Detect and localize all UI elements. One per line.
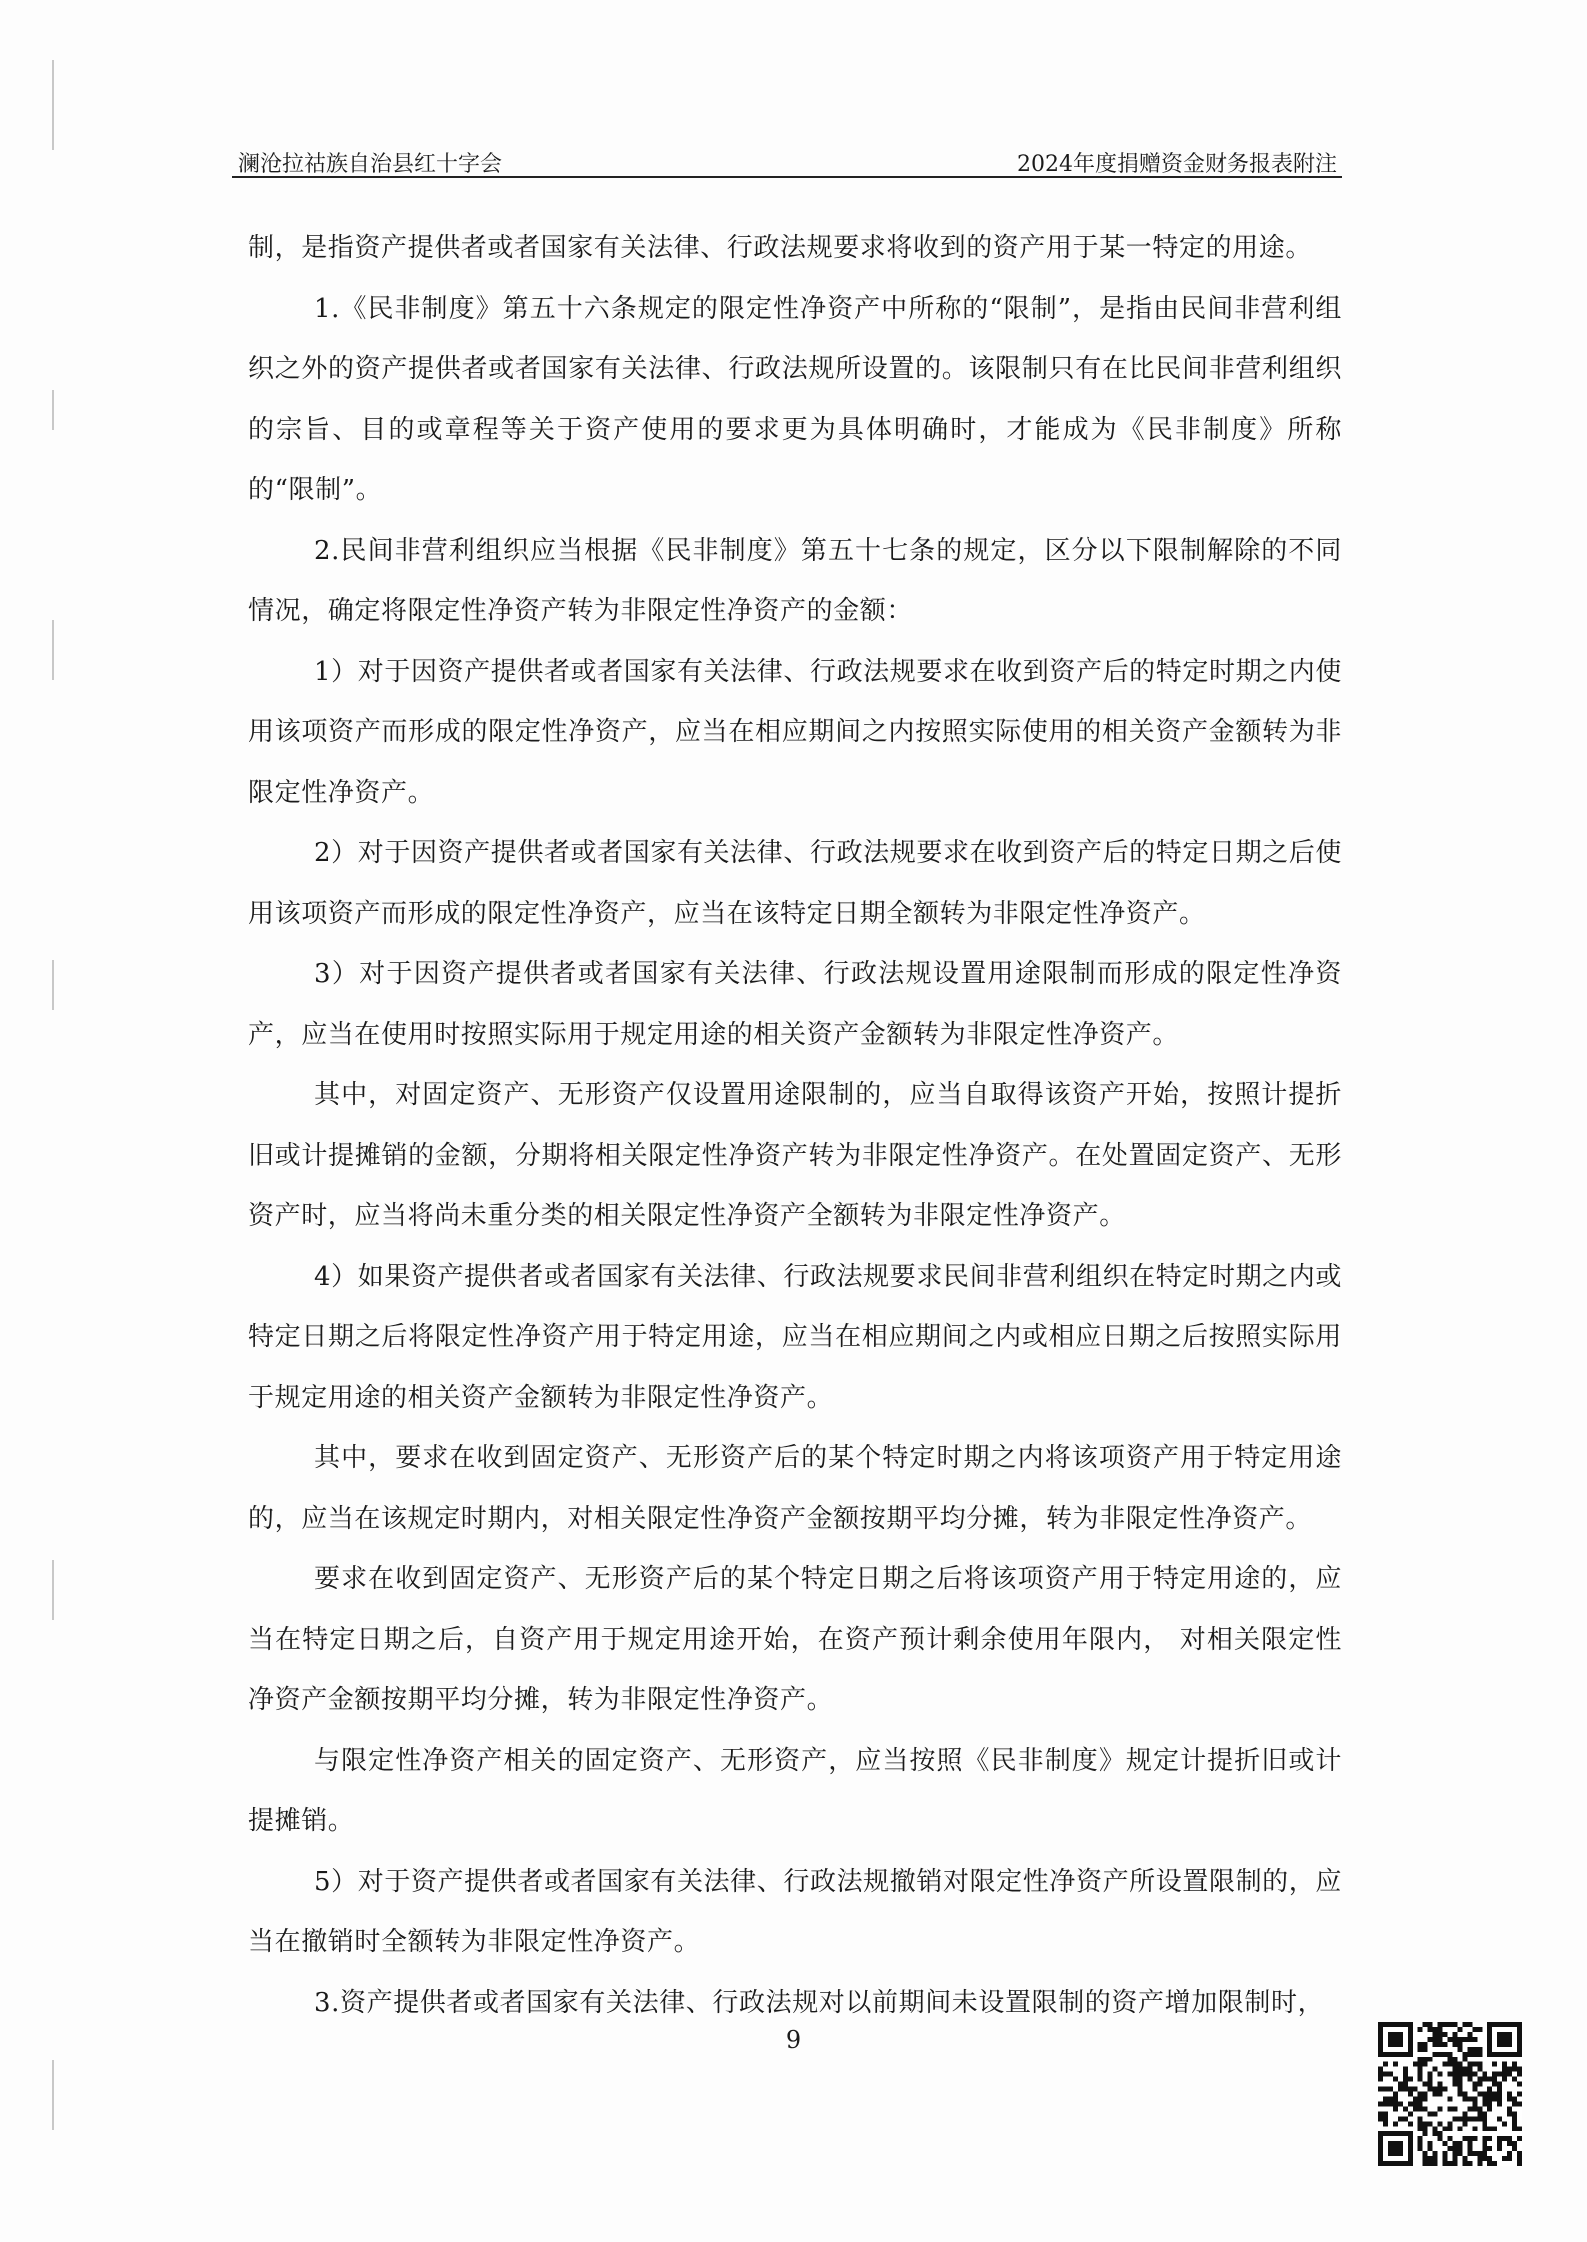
paragraph: 3）对于因资产提供者或者国家有关法律、行政法规设置用途限制而形成的限定性净资产，应当在使用时按照实际用于规定用途的相关资产金额转为非限定性净资产。 [248,959,1342,1050]
paragraph: 其中，要求在收到固定资产、无形资产后的某个特定时期之内将该项资产用于特定用途的，应当在该规定时期内，对相关限定性净资产金额按期平均分摊，转为非限定性净资产。 [248,1443,1342,1534]
paragraph: 5）对于资产提供者或者国家有关法律、行政法规撤销对限定性净资产所设置限制的，应当在撤销时全额转为非限定性净资产。 [248,1866,1342,1957]
paragraph: 4）如果资产提供者或者国家有关法律、行政法规要求民间非营利组织在特定时期之内或特定日期之后将限定性净资产用于特定用途，应当在相应期间之内或相应日期之后按照实际用于规定用途的相关资产金额转为非限定性净资产。 [248,1261,1342,1413]
paragraph: 1.《民非制度》第五十六条规定的限定性净资产中所称的“限制”，是指由民间非营利组织之外的资产提供者或者国家有关法律、行政法规所设置的。该限制只有在比民间非营利组织的宗旨、目的或章程等关于资产使用的要求更为具体明确时，才能成为《民非制度》所称的“限制”。 [248,293,1342,505]
page-number: 9 [785,2026,802,2054]
paragraph: 2）对于因资产提供者或者国家有关法律、行政法规要求在收到资产后的特定日期之后使用该项资产而形成的限定性净资产，应当在该特定日期全额转为非限定性净资产。 [248,838,1342,929]
qr-code-icon [1378,2022,1522,2166]
document-body [248,218,1342,2033]
paragraph: 1）对于因资产提供者或者国家有关法律、行政法规要求在收到资产后的特定时期之内使用该项资产而形成的限定性净资产，应当在相应期间之内按照实际使用的相关资产金额转为非限定性净资产。 [248,656,1342,808]
header-report-title: 2024年度捐赠资金财务报表附注 [1017,152,1337,177]
paragraph: 制，是指资产提供者或者国家有关法律、行政法规要求将收到的资产用于某一特定的用途。 [248,233,1313,263]
page-header [238,138,1337,178]
paragraph: 要求在收到固定资产、无形资产后的某个特定日期之后将该项资产用于特定用途的，应当在特定日期之后，自资产用于规定用途开始，在资产预计剩余使用年限内， 对相关限定性净资产金额按期平均分摊，转为非限定性净资产。 [248,1564,1342,1715]
paragraph: 其中，对固定资产、无形资产仅设置用途限制的，应当自取得该资产开始，按照计提折旧或计提摊销的金额，分期将相关限定性净资产转为非限定性净资产。在处置固定资产、无形资产时，应当将尚未重分类的相关限定性净资产全额转为非限定性净资产。 [248,1080,1342,1231]
paragraph: 与限定性净资产相关的固定资产、无形资产，应当按照《民非制度》规定计提折旧或计提摊销。 [248,1745,1342,1836]
header-divider [232,176,1342,178]
header-organization: 澜沧拉祜族自治县红十字会 [238,152,503,177]
paragraph: 2.民间非营利组织应当根据《民非制度》第五十七条的规定，区分以下限制解除的不同情况，确定将限定性净资产转为非限定性净资产的金额： [248,535,1342,626]
scan-edge-marks [52,60,60,2160]
paragraph: 3.资产提供者或者国家有关法律、行政法规对以前期间未设置限制的资产增加限制时， [314,1987,1325,2018]
